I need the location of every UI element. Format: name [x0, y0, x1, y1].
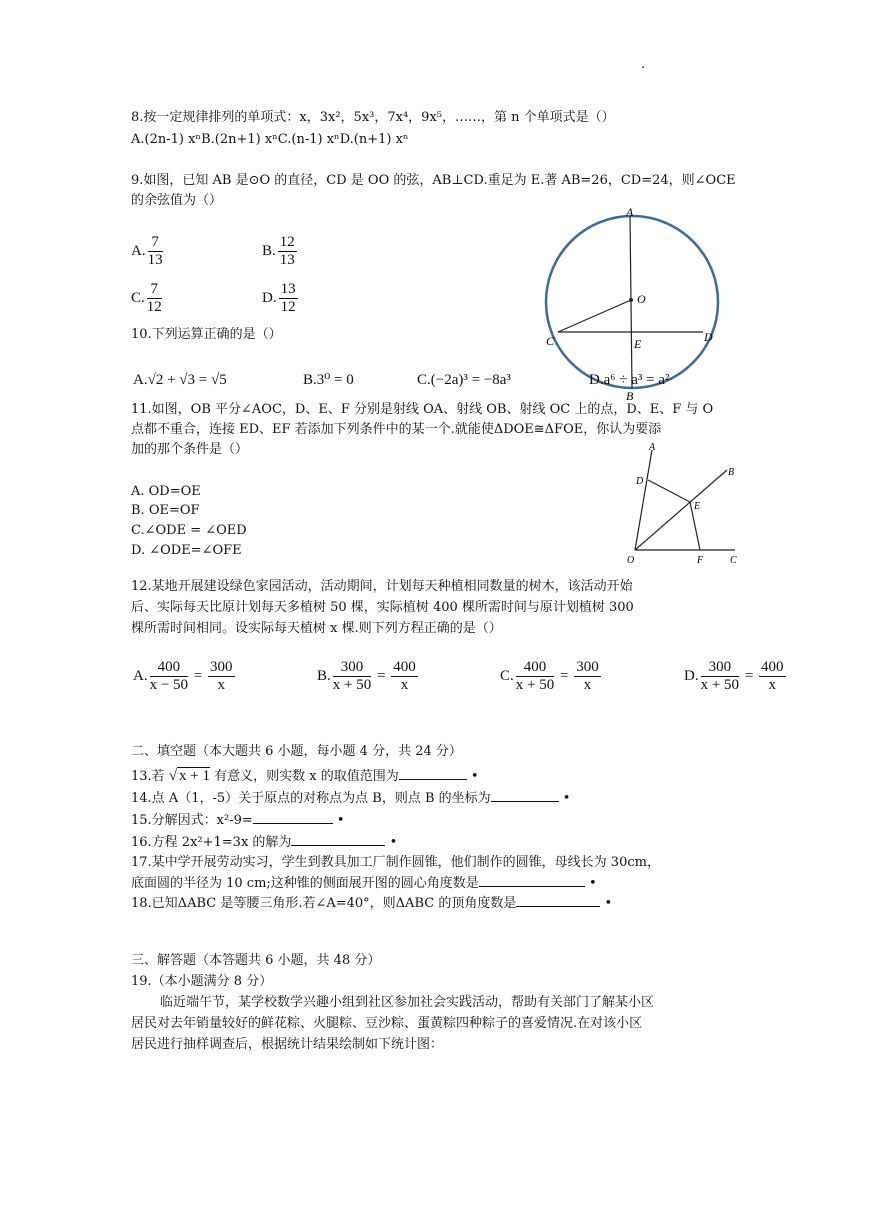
q9-option-b: B. $\frac{12}{13}$: [262, 234, 295, 268]
q8-option-a: A.(2n-1) xⁿ: [131, 132, 202, 147]
q11-stem-line2: 点都不重合，连接 ED、EF 若添加下列条件中的某一个.就能使ΔDOE≅ΔFOE，你认为要添: [131, 422, 662, 437]
ray-oa: [635, 450, 652, 550]
q8-option-d: D.(n+1) xⁿ: [339, 132, 409, 147]
q12-option-b: B. $\frac{300}{x + 50}$ = $\frac{400}{x}$: [317, 659, 416, 693]
center-o-dot: [629, 298, 633, 302]
q11-option-a: A. OD=OE: [131, 484, 201, 499]
segment-oc: [558, 300, 631, 332]
q10-option-a: A.√2 + √3 = √5: [133, 372, 227, 388]
page-dot: .: [641, 57, 646, 72]
q15-blank[interactable]: [253, 811, 333, 824]
q12-stem-line2: 后、实际每天比原计划每天多植树 50 棵，实际植树 400 棵所需时间与原计划植树 300: [131, 600, 634, 615]
label-f: F: [697, 555, 704, 566]
q12-option-c: C. $\frac{400}{x + 50}$ = $\frac{300}{x}$: [500, 659, 599, 693]
q12-stem-line3: 棵所需时间相同。设实际每天植树 x 棵.则下列方程正确的是（）: [131, 621, 502, 636]
q9-stem-line2: 的余弦值为（）: [131, 193, 223, 208]
q13: 13.若 √ x + 1 有意义，则实数 x 的取值范围为 •: [131, 768, 479, 784]
q12-option-d: D. $\frac{300}{x + 50}$ = $\frac{400}{x}$: [684, 659, 784, 693]
q10-option-d: D.a⁶ ÷ a³ = a²: [589, 372, 670, 388]
label-a: A: [626, 205, 634, 219]
label-o: O: [627, 555, 635, 566]
label-e: E: [694, 501, 701, 512]
q12-option-a: A. $\frac{400}{x - 50}$ = $\frac{300}{x}$: [133, 659, 233, 693]
q9-option-a: A. $\frac{7}{13}$: [131, 234, 163, 268]
q10-option-c: C.(−2a)³ = −8a³: [417, 372, 511, 388]
q12-stem-line1: 12.某地开展建设绿色家园活动，活动期间，计划每天种植相同数量的树木，该活动开始: [131, 579, 633, 594]
q8-stem: 8.按一定规律排列的单项式：x，3x²，5x³，7x⁴，9x⁵，……，第 n 个单项式是（）: [131, 110, 615, 125]
q16-blank[interactable]: [291, 833, 385, 846]
q11-option-b: B. OE=OF: [131, 503, 200, 518]
q11-stem-line3: 加的那个条件是（）: [131, 442, 249, 457]
label-a: A: [649, 442, 656, 453]
section2-heading: 二、填空题（本大题共 6 小题，每小题 4 分，共 24 分）: [131, 744, 462, 759]
q18: 18.已知ΔABC 是等腰三角形.若∠A=40°，则ΔABC 的顶角度数是 •: [131, 896, 613, 911]
q11-angle-figure: [620, 440, 745, 570]
label-o: O: [637, 292, 646, 306]
label-c: C: [546, 334, 555, 348]
q19-head: 19.（本小题满分 8 分）: [131, 974, 273, 989]
label-b: B: [626, 389, 634, 402]
section3-heading: 三、解答题（本答题共 6 小题，共 48 分）: [131, 953, 381, 968]
q19-line2: 居民对去年销量较好的鲜花粽、火腿粽、豆沙粽、蛋黄粽四种粽子的喜爱情况.在对该小区: [131, 1016, 643, 1031]
q11-stem-line1: 11.如图，OB 平分∠AOC，D、E、F 分别是射线 OA、射线 OB、射线 OC 上的点，D、E、F 与 O: [131, 402, 714, 417]
q8-options: [131, 131, 409, 148]
q14: 14.点 A（1，-5）关于原点的对称点为点 B，则点 B 的坐标为 •: [131, 791, 571, 806]
q18-blank[interactable]: [516, 894, 600, 907]
q17-blank[interactable]: [479, 874, 585, 887]
q11-option-c: C.∠ODE = ∠OED: [131, 523, 247, 538]
label-c: C: [730, 555, 737, 566]
ray-ob: [635, 470, 727, 550]
q19-line3: 居民进行抽样调查后，根据统计结果绘制如下统计图：: [131, 1037, 444, 1052]
q19-line1: 临近端午节，某学校数学兴趣小组到社区参加社会实践活动，帮助有关部门了解某小区: [160, 995, 655, 1010]
q9-option-d: D. $\frac{13}{12}$: [262, 281, 296, 315]
q8-option-c: C.(n-1) xⁿ: [277, 132, 340, 147]
segment-de: [648, 480, 690, 502]
q11-option-d: D. ∠ODE=∠OFE: [131, 543, 242, 558]
q9-option-c: C. $\frac{7}{12}$: [131, 281, 162, 315]
q13-blank[interactable]: [399, 767, 467, 780]
q8-option-b: B.(2n+1) xⁿ: [201, 132, 278, 147]
label-e: E: [634, 337, 642, 351]
q17-line2: 底面圆的半径为 10 cm;这种锥的侧面展开图的圆心角度数是 •: [131, 876, 597, 891]
q10-stem: 10.下列运算正确的是（）: [131, 327, 282, 342]
q9-stem-line1: 9.如图，已知 AB 是⊙O 的直径，CD 是 OO 的弦，AB⊥CD.重足为 E.著 AB=26，CD=24，则∠OCE: [131, 173, 736, 188]
q17-line1: 17.某中学开展劳动实习，学生到教具加工厂制作圆锥，他们制作的圆锥，母线长为 30cm，: [131, 855, 660, 870]
label-d: D: [704, 330, 713, 344]
label-d: D: [636, 476, 644, 487]
q15: 15.分解因式：x²-9= •: [131, 813, 345, 828]
q10-option-b: B.3⁰ = 0: [303, 372, 354, 388]
q16: 16.方程 2x²+1=3x 的解为 •: [131, 835, 398, 850]
q14-blank[interactable]: [491, 789, 559, 802]
label-b: B: [728, 467, 735, 478]
